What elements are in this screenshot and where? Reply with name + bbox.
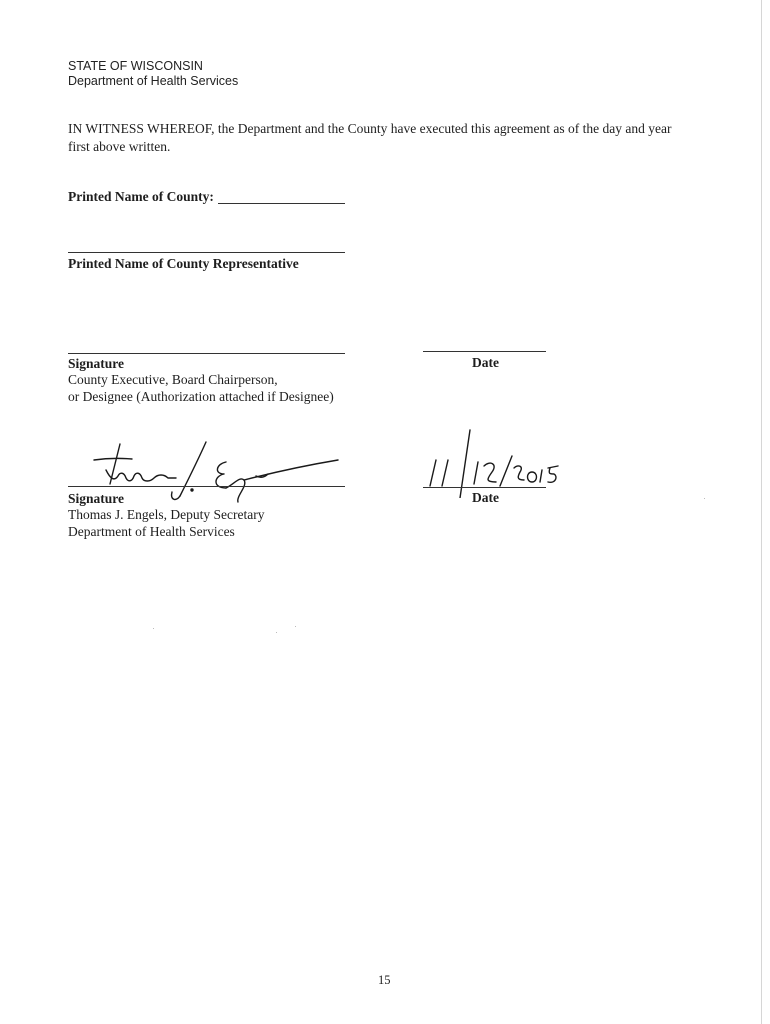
county-representative-line [68, 252, 345, 253]
printed-name-county-label: Printed Name of County: [68, 189, 214, 204]
state-heading: STATE OF WISCONSIN [68, 59, 203, 73]
county-date-line [423, 351, 546, 352]
witness-clause-line2: first above written. [68, 139, 171, 154]
dept-signature-line [68, 486, 345, 487]
department-heading: Department of Health Services [68, 74, 239, 88]
dept-date-line [423, 487, 546, 488]
scan-speck [295, 626, 296, 627]
page-number: 15 [378, 973, 391, 987]
scan-speck [276, 632, 277, 633]
witness-clause-line1: IN WITNESS WHEREOF, the Department and the County have executed this agreement as of the day and year [68, 121, 672, 136]
dept-date-label: Date [472, 490, 499, 505]
scan-speck [153, 628, 154, 629]
dept-signature-label: Signature [68, 491, 125, 506]
dept-signer-name-title: Thomas J. Engels, Deputy Secretary [68, 507, 265, 522]
county-representative-label: Printed Name of County Representative [68, 256, 299, 271]
county-signature-line [68, 353, 345, 354]
scan-edge [761, 0, 762, 1024]
county-date-label: Date [472, 355, 499, 370]
county-signer-title-line1: County Executive, Board Chairperson, [68, 372, 278, 387]
dept-signer-department: Department of Health Services [68, 524, 235, 539]
scan-speck [704, 498, 705, 499]
county-signature-label: Signature [68, 356, 125, 371]
county-signer-title-line2: or Designee (Authorization attached if Designee) [68, 389, 334, 404]
county-name-line [218, 203, 345, 204]
